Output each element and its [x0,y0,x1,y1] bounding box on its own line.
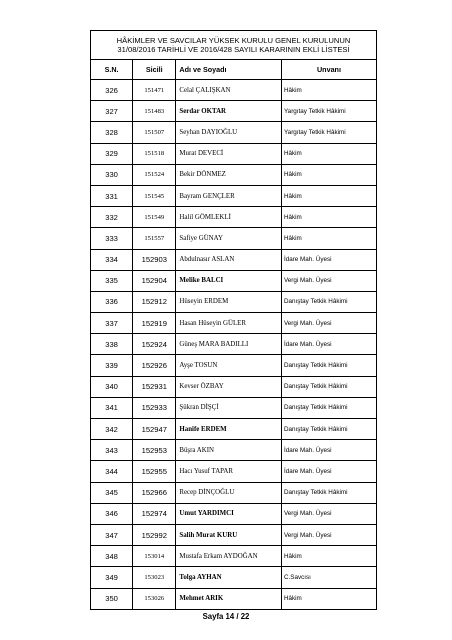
row-sn: 331 [91,185,133,206]
row-unvan: Hâkim [281,588,376,609]
row-name: Kevser ÖZBAY [176,376,282,397]
row-sicil: 152974 [133,503,176,524]
row-sn: 347 [91,524,133,545]
table-row [91,143,377,164]
table-row [91,122,377,143]
row-name: Melike BALCI [176,270,282,291]
table-row [91,482,377,503]
title-line-1: HÂKİMLER VE SAVCILAR YÜKSEK KURULU GENEL KURULUNUN [116,36,351,45]
table-row [91,503,377,524]
row-sn: 345 [91,482,133,503]
row-unvan: İdare Mah. Üyesi [281,461,376,482]
page-number: Sayfa 14 / 22 [202,612,250,621]
row-sn: 343 [91,440,133,461]
row-sicil: 151549 [133,207,176,228]
row-sicil: 152919 [133,313,176,334]
table-body [91,80,377,610]
row-name: Seyhan DAYIOĞLU [176,122,282,143]
row-unvan: Vergi Mah. Üyesi [281,503,376,524]
row-sn: 328 [91,122,133,143]
row-unvan: Danıştay Tetkik Hâkimi [281,419,376,440]
row-unvan: Vergi Mah. Üyesi [281,313,376,334]
row-unvan: Yargıtay Tetkik Hâkimi [281,122,376,143]
row-name: Bayram GENÇLER [176,185,282,206]
row-name: Salih Murat KURU [176,524,282,545]
row-sn: 338 [91,334,133,355]
row-sn: 344 [91,461,133,482]
table-row [91,567,377,588]
row-sicil: 152966 [133,482,176,503]
row-unvan: Hâkim [281,228,376,249]
row-name: Hüseyin ERDEM [176,291,282,312]
table-row [91,249,377,270]
row-name: Hanife ERDEM [176,419,282,440]
row-unvan: Danıştay Tetkik Hâkimi [281,397,376,418]
row-name: Şükran DİŞÇİ [176,397,282,418]
row-sn: 327 [91,101,133,122]
table-row [91,313,377,334]
row-unvan: Danıştay Tetkik Hâkimi [281,291,376,312]
row-name: Halil GÖMLEKLİ [176,207,282,228]
row-sicil: 153014 [133,546,176,567]
row-unvan: Hâkim [281,185,376,206]
table-row [91,397,377,418]
row-unvan: Danıştay Tetkik Hâkimi [281,482,376,503]
row-sn: 336 [91,291,133,312]
row-sn: 326 [91,80,133,101]
row-sicil: 152947 [133,419,176,440]
row-unvan: Vergi Mah. Üyesi [281,524,376,545]
row-sicil: 152903 [133,249,176,270]
row-sn: 340 [91,376,133,397]
column-header-row [91,60,377,80]
table-row [91,461,377,482]
table-row [91,588,377,609]
row-name: Bekir DÖNMEZ [176,164,282,185]
row-sn: 339 [91,355,133,376]
row-unvan: Yargıtay Tetkik Hâkimi [281,101,376,122]
table-row [91,101,377,122]
header-sicil: Sicili [133,60,176,80]
table-row [91,440,377,461]
title-line-2: 31/08/2016 TARİHLİ VE 2016/428 SAYILI KARARININ EKLİ LİSTESİ [117,45,350,54]
row-name: Ayşe TOSUN [176,355,282,376]
table-title-row [91,31,377,60]
row-sn: 348 [91,546,133,567]
row-sicil: 151507 [133,122,176,143]
row-sicil: 151471 [133,80,176,101]
personnel-table [90,30,377,610]
row-sicil: 152955 [133,461,176,482]
row-name: Hacı Yusuf TAPAR [176,461,282,482]
header-name: Adı ve Soyadı [176,60,282,80]
row-name: Hasan Hüseyin GÜLER [176,313,282,334]
row-name: Tolga AYHAN [176,567,282,588]
row-sn: 350 [91,588,133,609]
row-sicil: 152912 [133,291,176,312]
row-name: Mustafa Erkam AYDOĞAN [176,546,282,567]
row-unvan: Danıştay Tetkik Hâkimi [281,376,376,397]
table-row [91,228,377,249]
table-row [91,164,377,185]
row-unvan: İdare Mah. Üyesi [281,334,376,355]
row-unvan: İdare Mah. Üyesi [281,249,376,270]
row-sicil: 152953 [133,440,176,461]
row-sn: 335 [91,270,133,291]
table-title [91,31,377,60]
table-row [91,524,377,545]
row-sn: 329 [91,143,133,164]
row-unvan: Hâkim [281,143,376,164]
table-row [91,207,377,228]
row-sicil: 151545 [133,185,176,206]
row-sicil: 151524 [133,164,176,185]
row-unvan: Hâkim [281,80,376,101]
row-sn: 349 [91,567,133,588]
table-row [91,270,377,291]
row-sn: 342 [91,419,133,440]
row-unvan: İdare Mah. Üyesi [281,440,376,461]
row-sn: 332 [91,207,133,228]
row-name: Murat DEVECİ [176,143,282,164]
table-row [91,80,377,101]
row-sicil: 152931 [133,376,176,397]
row-sicil: 152904 [133,270,176,291]
row-unvan: Vergi Mah. Üyesi [281,270,376,291]
row-unvan: Hâkim [281,546,376,567]
row-name: Abdulnasır ASLAN [176,249,282,270]
table-row [91,355,377,376]
row-name: Safiye GÜNAY [176,228,282,249]
row-sn: 330 [91,164,133,185]
row-unvan: Hâkim [281,164,376,185]
row-unvan: Hâkim [281,207,376,228]
header-unvan: Unvanı [281,60,376,80]
row-sn: 341 [91,397,133,418]
table-row [91,334,377,355]
row-name: Celal ÇALIŞKAN [176,80,282,101]
row-name: Güneş MARA BADILLI [176,334,282,355]
table-row [91,185,377,206]
row-unvan: Danıştay Tetkik Hâkimi [281,355,376,376]
table-row [91,419,377,440]
row-name: Recep DİNÇOĞLU [176,482,282,503]
row-sicil: 153026 [133,588,176,609]
row-name: Serdar OKTAR [176,101,282,122]
row-sicil: 151518 [133,143,176,164]
row-sicil: 153023 [133,567,176,588]
row-name: Mehmet ARIK [176,588,282,609]
row-sn: 334 [91,249,133,270]
table-row [91,376,377,397]
row-sn: 346 [91,503,133,524]
header-sn: S.N. [91,60,133,80]
row-name: Umut YARDIMCI [176,503,282,524]
row-sicil: 152992 [133,524,176,545]
table-row [91,291,377,312]
row-name: Büşra AKIN [176,440,282,461]
row-sicil: 152933 [133,397,176,418]
row-sicil: 151483 [133,101,176,122]
row-unvan: C.Savcısı [281,567,376,588]
row-sicil: 151557 [133,228,176,249]
row-sicil: 152924 [133,334,176,355]
row-sicil: 152926 [133,355,176,376]
row-sn: 333 [91,228,133,249]
table-row [91,546,377,567]
row-sn: 337 [91,313,133,334]
